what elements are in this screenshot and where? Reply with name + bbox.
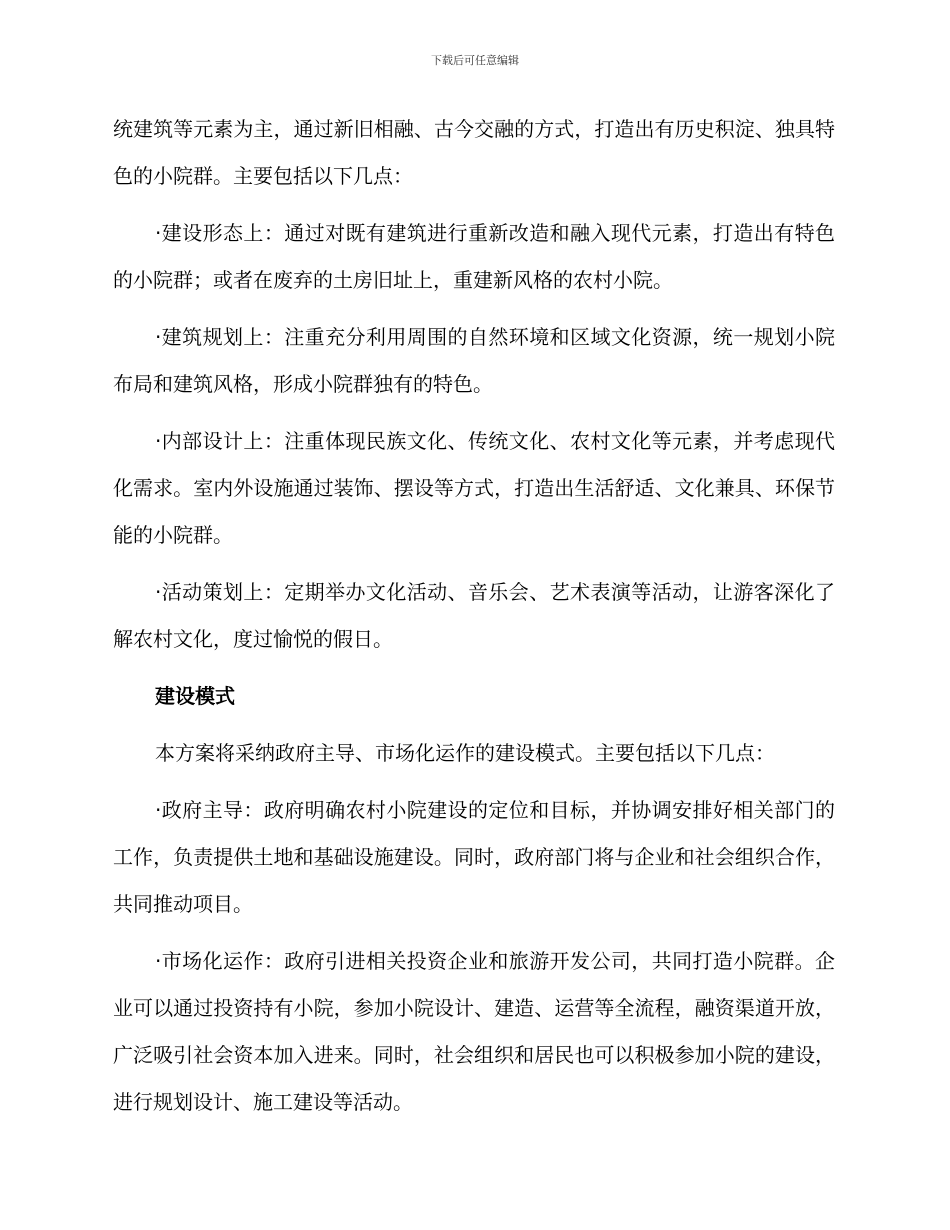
bullet-icon: · (155, 325, 162, 349)
mode-point-text: 政府主导：政府明确农村小院建设的定位和目标，并协调安排好相关部门的工作，负责提供土地和基础设施建设。同时，政府部门将与企业和社会组织合作，共同推动项目。 (113, 798, 835, 916)
section-heading: 建设模式 (155, 684, 235, 708)
bullet-icon: · (155, 798, 162, 822)
design-point-form (113, 210, 835, 304)
design-point-text: 内部设计上：注重体现民族文化、传统文化、农村文化等元素，并考虑现代化需求。室内外设施通过装饰、摆设等方式，打造出生活舒适、文化兼具、环保节能的小院群。 (113, 429, 835, 547)
page-header: 下载后可任意编辑 (431, 54, 519, 67)
bullet-icon: · (155, 221, 162, 245)
mode-point-text: 市场化运作：政府引进相关投资企业和旅游开发公司，共同打造小院群。企业可以通过投资持有小院，参加小院设计、建造、运营等全流程，融资渠道开放，广泛吸引社会资本加入进来。同时，社会组织和居民也可以积极参加小院的建设，进行规划设计、施工建设等活动。 (113, 949, 835, 1114)
mode-point-market (113, 938, 835, 1126)
design-point-planning (113, 314, 835, 408)
design-point-text: 建设形态上：通过对既有建筑进行重新改造和融入现代元素，打造出有特色的小院群；或者在废弃的土房旧址上，重建新风格的农村小院。 (113, 221, 835, 292)
design-point-interior (113, 418, 835, 559)
bullet-icon: · (155, 580, 162, 604)
section-intro-paragraph: 本方案将采纳政府主导、市场化运作的建设模式。主要包括以下几点： (155, 741, 775, 765)
bullet-icon: · (155, 429, 162, 453)
bullet-icon: · (155, 949, 162, 973)
document-body (113, 106, 835, 1136)
design-point-text: 建筑规划上：注重充分利用周围的自然环境和区域文化资源，统一规划小院布局和建筑风格，形成小院群独有的特色。 (113, 325, 835, 396)
intro-paragraph: 统建筑等元素为主，通过新旧相融、古今交融的方式，打造出有历史积淀、独具特色的小院群。主要包括以下几点： (113, 117, 835, 188)
design-point-activities (113, 569, 835, 663)
mode-point-government (113, 787, 835, 928)
design-point-text: 活动策划上：定期举办文化活动、音乐会、艺术表演等活动，让游客深化了解农村文化，度过愉悦的假日。 (113, 580, 835, 651)
